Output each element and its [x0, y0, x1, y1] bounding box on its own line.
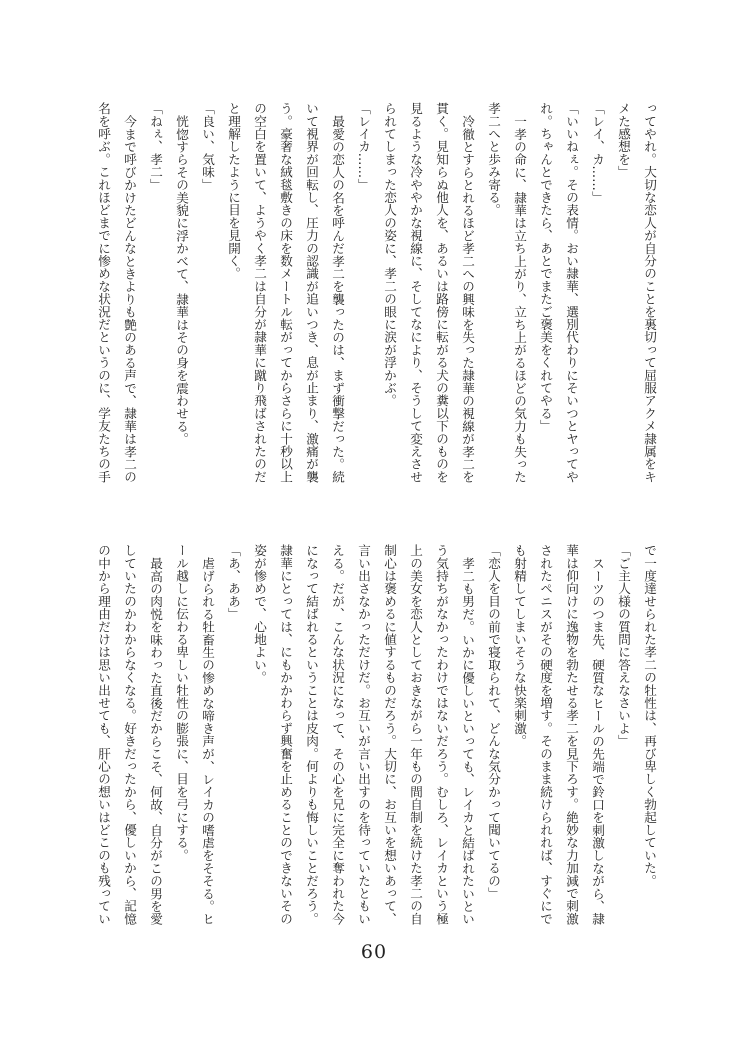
text-line: 孝二へと歩み寄る。 — [486, 102, 501, 217]
text-line: う気持ちがなかったわけではないだろう。むしろ、レイカという極 — [434, 544, 449, 925]
text-line: う。豪奢な絨毯敷きの床を数メートル転がってからさらに十秒以上 — [278, 102, 293, 483]
text-line: 言い出さなかっただけだ。お互いが言い出すのを待っていたともい — [356, 544, 371, 925]
text-line: 冷徹とすらとれるほど孝二への興味を失った隷華の視線が孝二を — [460, 114, 475, 483]
text-line: 制心は褒めるに値するものだろう。大切に、お互いを想いあって、 — [382, 544, 397, 925]
text-line: れ。ちゃんとできたら、あとでまたご褒美をくれてやる」 — [538, 102, 553, 433]
text-line: 名を呼ぶ。これほどまでに惨めな状況だというのに、学友たちの手 — [96, 102, 111, 483]
text-line: スーツのつま先、硬質なヒールの先端で鈴口を刺激しながら、隷 — [590, 556, 605, 925]
text-line: 「レイ、カ……」 — [590, 102, 605, 204]
text-line: 姿が惨めで、心地よい。 — [252, 544, 267, 684]
text-line: 「良い、気味」 — [200, 102, 215, 191]
text-line: ール越しに伝わる卑しい牡性の膨張に、目を弓にする。 — [174, 544, 189, 862]
text-line: 「あ、ああ」 — [226, 544, 241, 621]
text-line: 一孝の命に、隷華は立ち上がり、立ち上がるほどの気力も失った — [512, 114, 527, 483]
text-line: メた感想を」 — [616, 102, 631, 179]
text-line: 「ご主人様の質問に答えなさいよ」 — [616, 544, 631, 748]
text-line: の空白を置いて、ようやく孝二は自分が隷華に蹴り飛ばされたのだ — [252, 102, 267, 483]
text-line: 「ねぇ、孝二」 — [148, 102, 163, 191]
text-line: 恍惚すらその美貌に浮かべて、隷華はその身を震わせる。 — [174, 114, 189, 445]
text-line: 虐げられる牡畜生の惨めな啼き声が、レイカの嗜虐をそそる。ヒ — [200, 556, 215, 925]
text-line: も射精してしまいそうな快楽刺激。 — [512, 544, 527, 748]
text-line: 華は仰向けに逸物を勃たせる孝二を見下ろす。絶妙な力加減で刺激 — [564, 544, 579, 925]
text-line: 見るような冷ややかな視線に、そしてなにより、そうして変えさせ — [408, 102, 423, 483]
text-line: 孝二も男だ。いかに優しいといっても、レイカと結ばれたいとい — [460, 556, 475, 925]
text-block-top — [90, 102, 662, 486]
text-line: られてしまった恋人の姿に、孝二の眼に涙が浮かぶ。 — [382, 102, 397, 407]
text-line: で一度達せられた孝二の牡性は、再び卑しく勃起していた。 — [642, 544, 657, 887]
text-line: 貫く。見知らぬ他人を、あるいは路傍に転がる犬の糞以下のものを — [434, 102, 449, 483]
text-line: 今まで呼びかけたどんなときよりも艶のある声で、隷華は孝二の — [122, 114, 137, 483]
text-line: になって結ばれるということは皮肉。何よりも悔しいことだろう。 — [304, 544, 319, 925]
text-line: の中から理由だけは思い出せても、肝心の想いはどこのも残ってい — [96, 544, 111, 925]
text-line: 最愛の恋人の名を呼んだ孝二を襲ったのは、まず衝撃だった。続 — [330, 114, 345, 483]
text-line: 「いいねぇ。その表情。おい隷華、選別代わりにそいつとヤってや — [564, 102, 579, 483]
text-line: える。だが、こんな状況になって、その心を兄に完全に奪われた今 — [330, 544, 345, 925]
text-line: ってやれ。大切な恋人が自分のことを裏切って屈服アクメ隷属をキ — [642, 102, 657, 483]
text-line: 「恋人を目の前で寝取られて、どんな気分かって聞いてるの」 — [486, 544, 501, 900]
text-line: と理解したように目を見開く。 — [226, 102, 241, 280]
page-number: 60 — [360, 941, 388, 963]
text-line: いて視界が回転し、圧力の認識が追いつき、息が止まり、激痛が襲 — [304, 102, 319, 483]
text-line: 隷華にとっては、にもかかわらず興奮を止めることのできないその — [278, 544, 293, 925]
text-line: 「レイカ……」 — [356, 102, 371, 191]
text-line: 最高の肉悦を味わった直後だからこそ、何故、自分がこの男を愛 — [148, 556, 163, 925]
text-line: していたのかわからなくなる。好きだったから、優しいから、記憶 — [122, 544, 137, 925]
text-line: 上の美女を恋人としておきながら一年もの間自制を続けた孝二の自 — [408, 544, 423, 925]
text-line: されたペニスがその硬度を増す。そのまま続けられれば、すぐにで — [538, 544, 553, 925]
text-block-bottom — [90, 544, 662, 928]
